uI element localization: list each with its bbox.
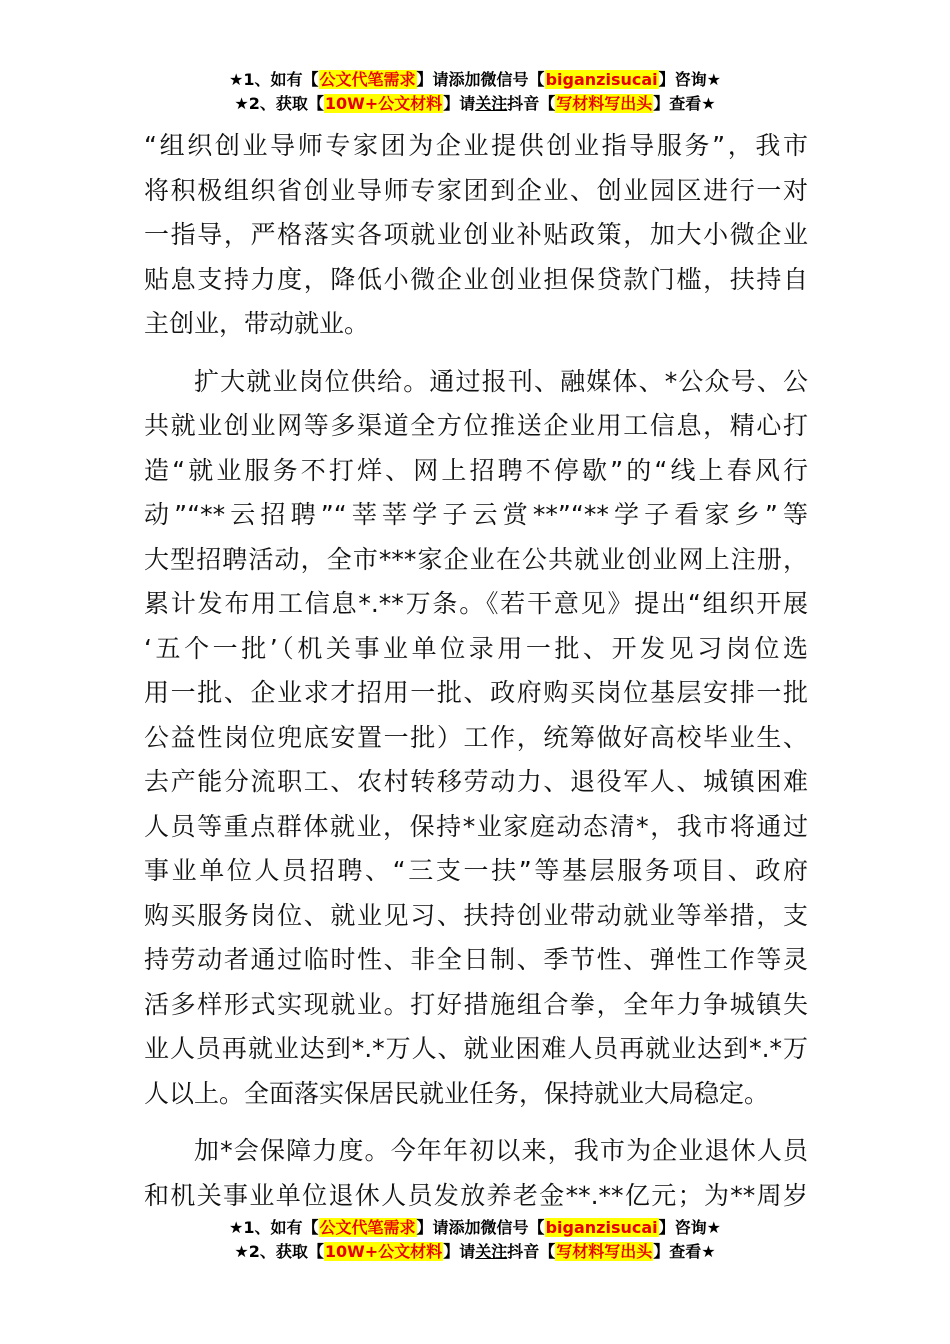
text-line: 事业单位人员招聘、“三支一扶”等基层服务项目、政府 <box>144 856 808 885</box>
text-line: 人以上。全面落实保居民就业任务，保持就业大局稳定。 <box>144 1078 770 1108</box>
text-line: 共就业创业网等多渠道全方位推送企业用工信息，精心打 <box>144 411 808 440</box>
highlight-service: 公文代笔需求 <box>319 70 416 89</box>
text-line: 将积极组织省创业导师专家团到企业、创业园区进行一对 <box>144 175 808 205</box>
text-line: 公益性岗位兜底安置一批）工作，统筹做好高校毕业生、 <box>144 722 808 752</box>
text-line: 购买服务岗位、就业见习、扶持创业带动就业等举措，支 <box>144 900 808 930</box>
text-line: 扩大就业岗位供给。通过报刊、融媒体、*公众号、公 <box>194 366 808 396</box>
banner-line-1: ★1、如有【公文代笔需求】请添加微信号【biganzisucai】咨询★ <box>229 1218 721 1237</box>
highlight-materials: 10W+公文材料 <box>324 1242 443 1261</box>
text-line: 主创业，带动就业。 <box>144 309 370 338</box>
text-line: 用一批、企业求才招用一批、政府购买岗位基层安排一批 <box>144 678 808 707</box>
text-line: “组织创业导师专家团为企业提供创业指导服务”，我市 <box>144 131 808 160</box>
text-line: ‘五个一批’（机关事业单位录用一批、开发见习岗位选 <box>144 633 808 663</box>
banner-line-1: ★1、如有【公文代笔需求】请添加微信号【biganzisucai】咨询★ <box>229 70 721 89</box>
text-line: 累计发布用工信息*.**万条。《若干意见》提出“组织开展 <box>144 589 808 618</box>
text-line: 贴息支持力度，降低小微企业创业担保贷款门槛，扶持自 <box>144 264 808 294</box>
text-line: 活多样形式实现就业。打好措施组合拳，全年力争城镇失 <box>144 989 808 1019</box>
paragraph-1 <box>144 124 808 347</box>
paragraph-2 <box>144 360 808 1117</box>
banner-line-2: ★2、获取【10W+公文材料】请关注抖音【写材料写出头】查看★ <box>234 1242 716 1261</box>
text-line: 一指导，严格落实各项就业创业补贴政策，加大小微企业 <box>144 220 808 249</box>
highlight-douyin-id: 写材料写出头 <box>556 1242 653 1261</box>
banner-line-2: ★2、获取【10W+公文材料】请关注抖音【写材料写出头】查看★ <box>234 94 716 113</box>
document-body <box>144 124 808 1218</box>
highlight-douyin-id: 写材料写出头 <box>556 94 653 113</box>
header-banner <box>0 68 950 116</box>
footer-banner <box>0 1216 950 1264</box>
paragraph-3 <box>144 1129 808 1218</box>
text-line: 加*会保障力度。今年年初以来，我市为企业退休人员 <box>194 1136 808 1165</box>
highlight-wechat-id: biganzisucai <box>545 70 658 89</box>
text-line: 持劳动者通过临时性、非全日制、季节性、弹性工作等灵 <box>144 945 808 974</box>
text-line: 大型招聘活动，全市***家企业在公共就业创业网上注册， <box>144 544 808 574</box>
text-line: 和机关事业单位退休人员发放养老金**.**亿元；为**周岁 <box>144 1180 808 1210</box>
text-line: 动”“**云招聘”“莘莘学子云赏**”“**学子看家乡”等 <box>144 500 808 529</box>
highlight-wechat-id: biganzisucai <box>545 1218 658 1237</box>
highlight-service: 公文代笔需求 <box>319 1218 416 1237</box>
text-line: 去产能分流职工、农村转移劳动力、退役军人、城镇困难 <box>144 767 808 796</box>
highlight-materials: 10W+公文材料 <box>324 94 443 113</box>
text-line: 造“就业服务不打烊、网上招聘不停歇”的“线上春风行 <box>144 455 808 485</box>
text-line: 业人员再就业达到*.*万人、就业困难人员再就业达到*.*万 <box>144 1034 808 1063</box>
text-line: 人员等重点群体就业，保持*业家庭动态清*，我市将通过 <box>144 811 808 841</box>
